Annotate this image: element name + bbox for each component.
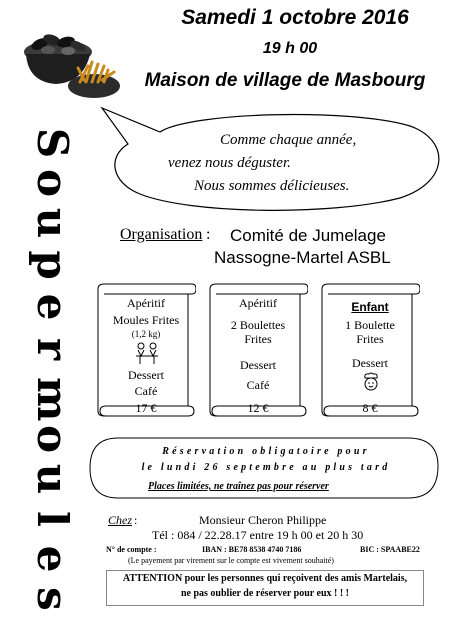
menu3-dessert: Dessert (352, 356, 388, 370)
event-date: Samedi 1 octobre 2016 (181, 6, 409, 29)
bubble-line-2: venez nous déguster. (168, 155, 291, 171)
organisation-colon: : (206, 226, 211, 243)
title-letter: e (28, 293, 77, 321)
event-time: 19 h 00 (262, 40, 318, 57)
menu1-note: (1,2 kg) (131, 329, 161, 339)
menu1-cafe: Café (134, 384, 158, 398)
contact-name: Monsieur Cheron Philippe (199, 513, 327, 527)
account-iban: IBAN : BE78 8538 4740 7186 (202, 545, 302, 554)
menu3-price: 8 € (362, 401, 378, 415)
title-letter: m (28, 377, 77, 422)
menu-card-adult-large (96, 280, 196, 420)
title-letter: p (28, 250, 77, 280)
title-letter: l (28, 511, 77, 527)
title-letter: r (28, 337, 77, 361)
chef-icon (360, 372, 382, 394)
title-letter: o (28, 168, 77, 197)
mussels-fries-image (18, 22, 128, 104)
organisation-label: Organisation (120, 226, 203, 243)
menu3-frites: Frites (356, 332, 384, 346)
menu2-frites: Frites (244, 332, 272, 346)
contact-chez-colon: : (134, 513, 138, 527)
account-note: (Le payement par virement sur le compte est vivement souhaité) (128, 556, 334, 565)
title-letter: s (28, 587, 77, 611)
title-letter: u (28, 207, 77, 239)
menu3-boulette: 1 Boulette (345, 318, 395, 332)
account-label: N° de compte : (106, 545, 157, 554)
menu1-dessert: Dessert (128, 368, 164, 382)
menu2-cafe: Café (246, 378, 270, 392)
bubble-line-3: Nous sommes délicieuses. (194, 178, 350, 194)
diners-icon (134, 340, 160, 366)
menu1-item-aperitif: Apéritif (127, 296, 165, 310)
title-letter: u (28, 463, 77, 495)
menu-card-child (320, 280, 420, 420)
organisation-name-line1: Comité de Jumelage (230, 226, 386, 245)
menu-card-adult-small (208, 280, 308, 420)
organisation-name-line2: Nassogne-Martel ASBL (214, 248, 391, 267)
reservation-limited: Places limitées, ne traînez pas pour réserver (148, 481, 329, 492)
account-bic: BIC : SPAABE22 (360, 545, 420, 554)
bubble-line-1: Comme chaque année, (220, 132, 357, 148)
attention-line1: ATTENTION pour les personnes qui reçoivent des amis Martelais, (122, 573, 408, 584)
contact-chez-label: Chez (108, 513, 132, 527)
menu2-boulettes: 2 Boulettes (230, 318, 286, 332)
event-venue: Maison de village de Masbourg (144, 70, 426, 91)
menu3-title: Enfant (351, 300, 389, 314)
contact-phone: Tél : 084 / 22.28.17 entre 19 h 00 et 20 h 30 (152, 528, 364, 542)
title-letter: S (28, 127, 77, 159)
menu2-dessert: Dessert (240, 358, 276, 372)
reservation-line1: Réservation obligatoire pour (162, 446, 370, 457)
title-letter: o (28, 424, 77, 453)
reservation-line2: le lundi 26 septembre au plus tard (141, 462, 391, 473)
attention-line2: ne pas oublier de réserver pour eux ! ! ! (180, 588, 350, 599)
menu1-item-moules: Moules Frites (112, 313, 180, 327)
menu2-price: 12 € (247, 401, 269, 415)
title-letter: e (28, 545, 77, 573)
menu1-price: 17 € (135, 401, 157, 415)
menu2-aperitif: Apéritif (239, 296, 277, 310)
